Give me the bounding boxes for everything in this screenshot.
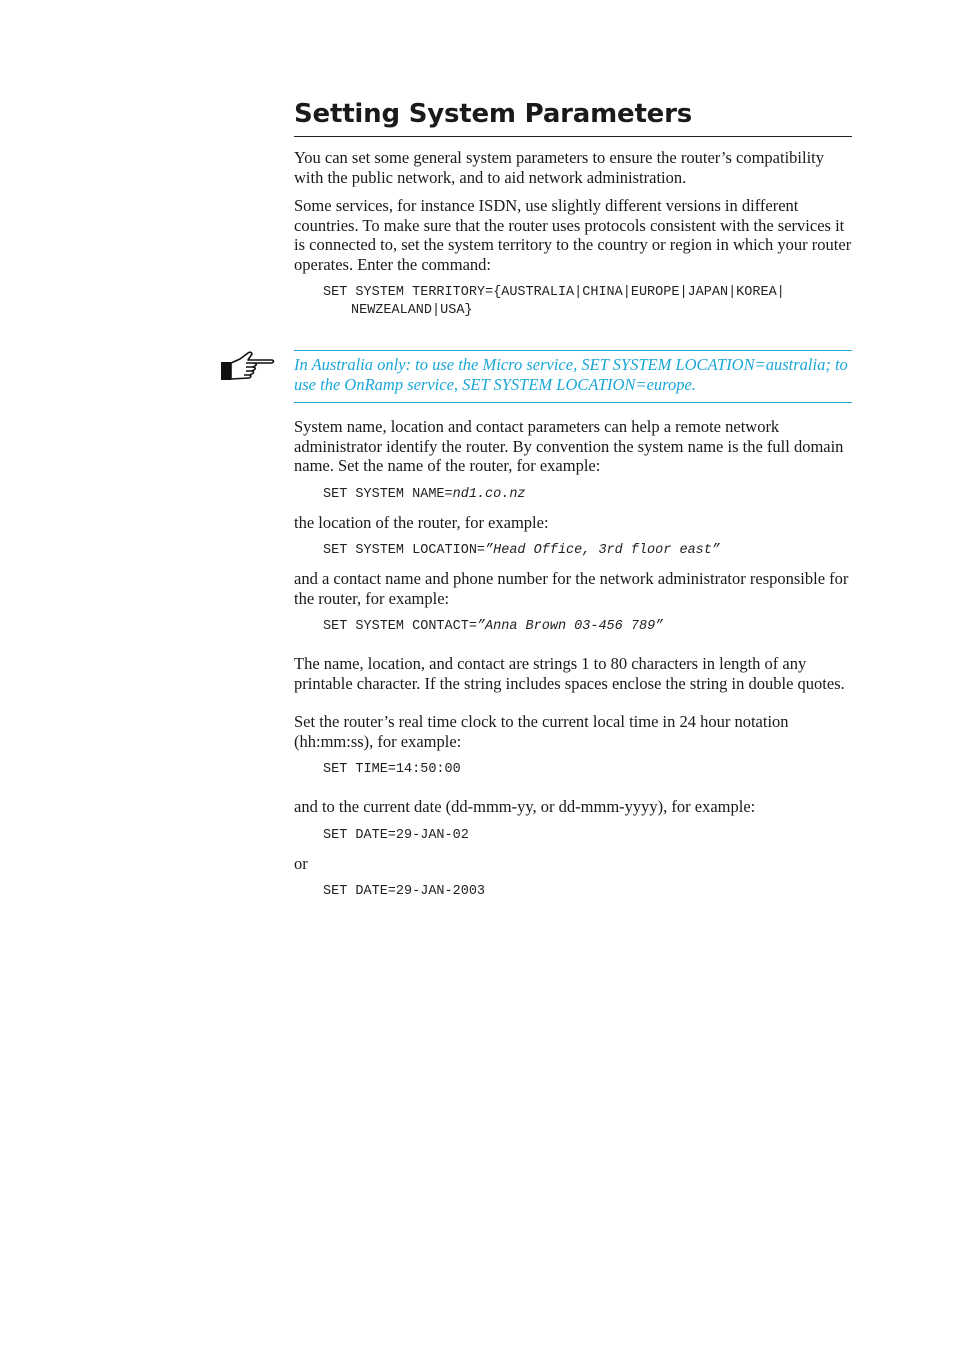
- contact-command-value: ”Anna Brown 03-456 789”: [476, 619, 664, 634]
- system-name-paragraph: System name, location and contact parameters can help a remote network administrator identify the router. By convention the system name is the full domain name. Set the name of the router, for example:: [294, 417, 844, 475]
- location-paragraph: the location of the router, for example:: [294, 512, 549, 532]
- name-command-value: nd1.co.nz: [452, 486, 526, 502]
- name-command: [294, 486, 852, 504]
- time-command: SET TIME=14:50:00: [323, 762, 461, 777]
- intro-paragraph: You can set some general system parameters to ensure the router’s compatibility with the public network, and to aid network administration.: [294, 148, 825, 187]
- location-command: [294, 542, 852, 560]
- contact-paragraph: and a contact name and phone number for the network administrator responsible for the router, for example:: [294, 569, 849, 608]
- territory-paragraph: Some services, for instance ISDN, use slightly different versions in different countries. To make sure that the router uses protocols consistent with the services it is connected to, set the system territory to the country or region in which your router operates. Enter the command:: [294, 196, 852, 274]
- strings-paragraph: The name, location, and contact are strings 1 to 80 characters in length of any printable character. If the string includes spaces enclose the string in double quotes.: [294, 654, 845, 693]
- location-command-value: ”Head Office, 3rd floor east”: [485, 543, 720, 558]
- territory-command-line2: NEWZEALAND|USA}: [351, 303, 473, 318]
- page-content: [294, 96, 852, 901]
- territory-command: [294, 284, 852, 320]
- name-command-prefix: SET SYSTEM NAME=: [323, 486, 453, 502]
- contact-command: [294, 618, 852, 636]
- date-paragraph: and to the current date (dd-mmm-yy, or dd-mmm-yyyy), for example:: [294, 797, 756, 816]
- australia-note: In Australia only: to use the Micro service, SET SYSTEM LOCATION=australia; to use the OnRamp service, SET SYSTEM LOCATION=europe.: [294, 350, 852, 403]
- contact-command-prefix: SET SYSTEM CONTACT=: [323, 619, 477, 634]
- page-title: Setting System Parameters: [294, 96, 852, 137]
- time-paragraph: Set the router’s real time clock to the current local time in 24 hour notation (hh:mm:ss), for example:: [294, 712, 789, 751]
- territory-command-line1: SET SYSTEM TERRITORY={AUSTRALIA|CHINA|EUROPE|JAPAN|KOREA|: [323, 285, 785, 300]
- date-command-short: SET DATE=29-JAN-02: [323, 827, 469, 843]
- pointing-hand-icon: [220, 350, 276, 382]
- or-text: or: [294, 853, 308, 873]
- location-command-prefix: SET SYSTEM LOCATION=: [323, 543, 486, 558]
- note-box: [294, 350, 852, 403]
- date-command-long: SET DATE=29-JAN-2003: [323, 884, 486, 899]
